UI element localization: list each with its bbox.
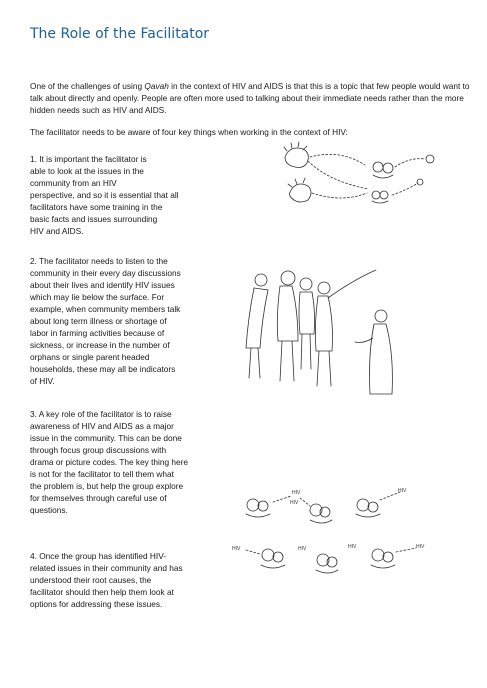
point-line: 3. A key role of the facilitator is to raise [30, 409, 172, 419]
point-line: perspective, and so it is essential that all [30, 190, 179, 200]
point-line: HIV and AIDS. [30, 226, 84, 236]
hiv-label: HIV [416, 544, 425, 550]
hiv-label: HIV [348, 544, 357, 550]
point-line: about their lives and identify HIV issues [30, 280, 175, 290]
point-line: 2. The facilitator needs to listen to the [30, 256, 168, 266]
point-line: community in their every day discussions [30, 268, 181, 278]
heads-connected-sketch [270, 137, 450, 217]
point-line: of HIV. [30, 376, 55, 386]
point-line: facilitators have some training in the [30, 202, 163, 212]
hiv-label: HIV [292, 490, 301, 496]
point-line: options for addressing these issues. [30, 599, 163, 609]
point-line: able to look at the issues in the [30, 166, 144, 176]
point-4 [30, 550, 183, 610]
people-pointing-sketch [236, 268, 416, 403]
point-3 [30, 408, 188, 516]
point-line: facilitator should then help them look at [30, 587, 174, 597]
point-line: sickness, or increase in the number of [30, 340, 170, 350]
hiv-label: HIV [298, 546, 307, 552]
point-line: basic facts and issues surrounding [30, 214, 158, 224]
point-line: related issues in their community and has [30, 563, 183, 573]
point-line: drama or picture codes. The key thing here [30, 457, 189, 467]
point-line: for themselves through careful use of [30, 493, 167, 503]
hiv-label: HIV [232, 546, 241, 552]
point-line: which may lie below the surface. For [30, 292, 165, 302]
point-line: questions. [30, 505, 68, 515]
point-line: issue in the community. This can be done [30, 433, 182, 443]
point-line: about long term illness or shortage of [30, 316, 167, 326]
point-line: orphans or single parent headed [30, 352, 150, 362]
point-line: 1. It is important the facilitator is [30, 154, 147, 164]
page-title: The Role of the Facilitator [30, 26, 210, 42]
point-line: households, these may all be indicators [30, 364, 176, 374]
intro-paragraph [30, 80, 470, 116]
hiv-labels [232, 488, 425, 552]
intro-text-start: One of the challenges of using [30, 81, 145, 91]
point-line: example, when community members talk [30, 304, 181, 314]
point-line: community from an HIV [30, 178, 117, 188]
point-1 [30, 153, 179, 237]
qavah-term: Qavah [144, 81, 169, 91]
point-line: 4. Once the group has identified HIV- [30, 551, 167, 561]
intro-text-end: in the context of HIV and AIDS is that this is a topic that few people would want to talk about directly and openly. People are often more used to talking about their immediate needs rather than the more hidden needs such as HIV and AIDS. [30, 81, 470, 115]
hiv-thought-heads-sketch [228, 480, 438, 590]
point-line: understood their root causes, the [30, 575, 152, 585]
hiv-label: HIV [398, 488, 407, 494]
point-line: awareness of HIV and AIDS as a major [30, 421, 174, 431]
point-line: labor in farming activities because of [30, 328, 165, 338]
point-line: is not for the facilitator to tell them what [30, 469, 174, 479]
point-line: through focus group discussions with [30, 445, 167, 455]
point-line: the problem is, but help the group explore [30, 481, 184, 491]
hiv-label: HIV [290, 500, 299, 506]
point-2 [30, 255, 181, 387]
awareness-paragraph: The facilitator needs to be aware of four key things when working in the context of HIV: [30, 127, 348, 137]
